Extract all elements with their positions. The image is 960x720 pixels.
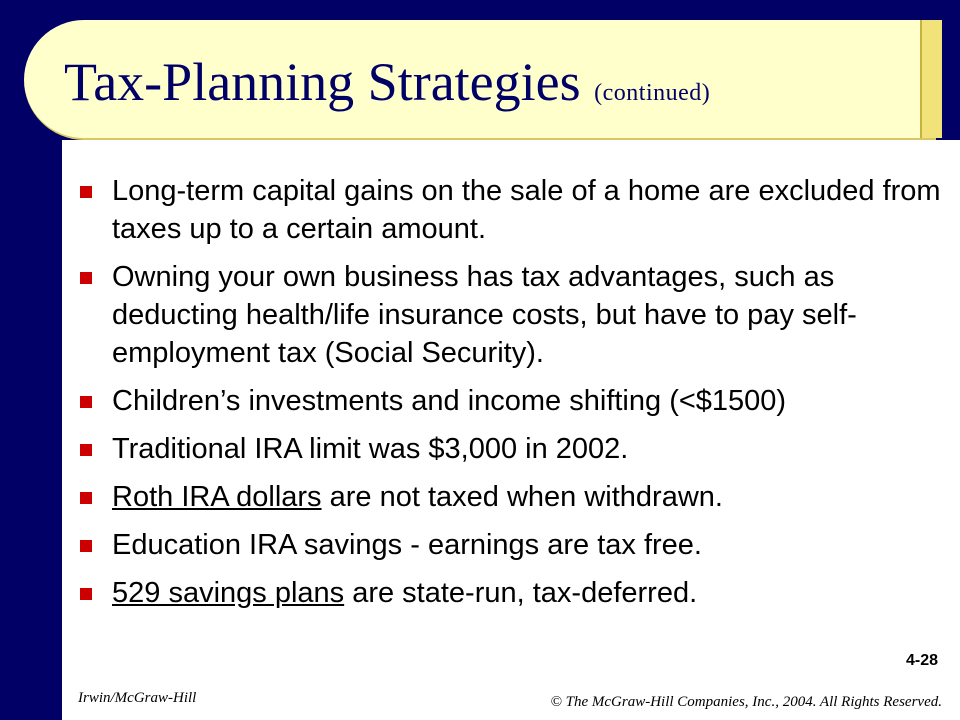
bullet-underlined-term: Roth IRA dollars [112,481,322,513]
bullet-item [76,382,956,420]
bullet-text: are not taxed when withdrawn. [321,481,723,513]
bullet-square-icon [80,540,92,552]
bullet-square-icon [80,492,92,504]
right-band [942,0,960,140]
bullet-item [76,258,956,372]
bullet-text: Long-term capital gains on the sale of a home are excluded from taxes up to a certain amount. [112,175,941,245]
bullet-underlined-term: 529 savings plans [112,577,345,609]
slide-title-main: Tax-Planning Strategies [64,52,581,112]
slide-title [64,50,710,125]
bullet-square-icon [80,444,92,456]
bullet-list [76,172,956,622]
footer-publisher: Irwin/McGraw-Hill [78,690,197,706]
bullet-text: Traditional IRA limit was $3,000 in 2002. [112,433,629,465]
bullet-text: Owning your own business has tax advantages, such as deducting health/life insurance costs, but have to pay self-employment tax (Social Security). [112,261,857,369]
bullet-text: Education IRA savings - earnings are tax free. [112,529,702,561]
bullet-square-icon [80,186,92,198]
bullet-item [76,574,956,612]
bullet-square-icon [80,396,92,408]
bullet-item [76,430,956,468]
bullet-square-icon [80,272,92,284]
bullet-square-icon [80,588,92,600]
bullet-item [76,526,956,564]
title-banner-edge [920,20,942,138]
footer-copyright: © The McGraw-Hill Companies, Inc., 2004. All Rights Reserved. [550,694,942,710]
bullet-item [76,172,956,248]
slide-title-sub: (continued) [594,80,711,106]
bullet-text: are state-run, tax-deferred. [344,577,698,609]
bullet-item [76,478,956,516]
bullet-text: Children’s investments and income shifting (<$1500) [112,385,787,417]
page-number: 4-28 [905,652,938,669]
